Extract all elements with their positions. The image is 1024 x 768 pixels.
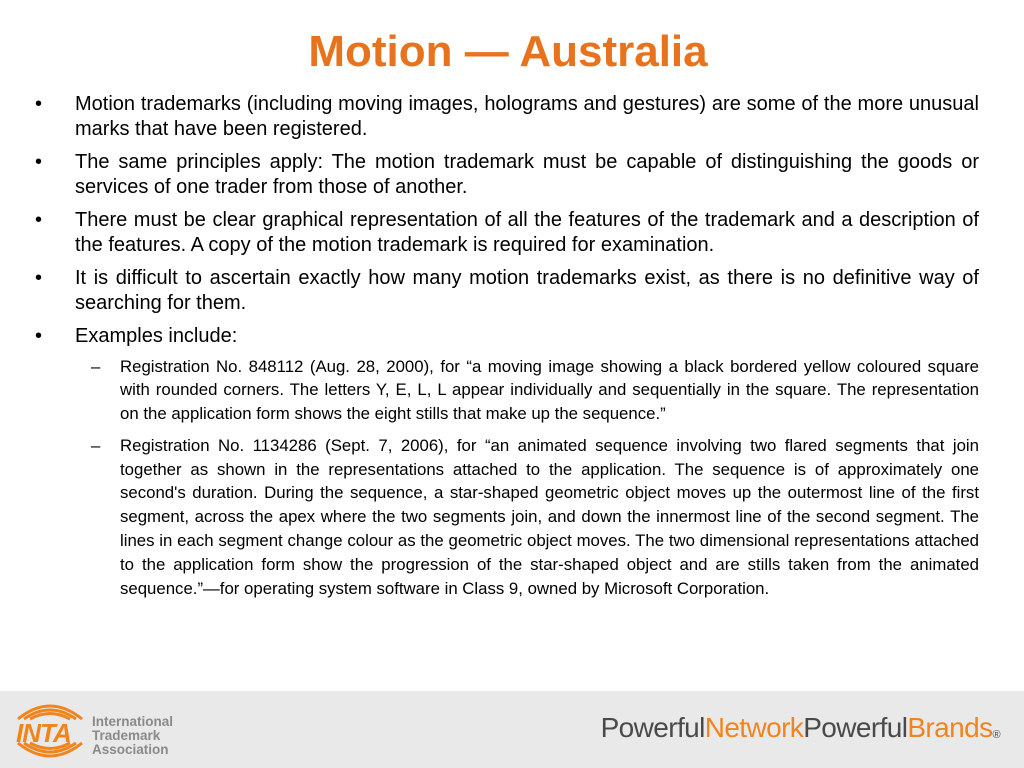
bullet-item-examples <box>35 324 979 600</box>
sub-bullet-text: Registration No. 848112 (Aug. 28, 2000), for “a moving image showing a black bordered yellow coloured square with rounded corners. The letters Y, E, L, L appear individually and sequentially in the square. The representation on the application form shows the eight stills that make up the sequence.” <box>120 356 979 424</box>
sub-bullet-item <box>75 434 979 601</box>
bullet-text: There must be clear graphical representation of all the features of the trademark and a description of the features. A copy of the motion trademark is required for examination. <box>75 209 979 256</box>
bullet-text: Examples include: <box>75 325 238 347</box>
tagline-brands: Brands <box>907 712 993 743</box>
sub-bullet-text: Registration No. 1134286 (Sept. 7, 2006), for “an animated sequence involving two flared segments that join together as shown in the representations attached to the application. The sequence is of approximately one second's duration. During the sequence, a star-shaped geometric object moves up the outermost line of the first segment, across the apex where the two segments join, and down the innermost line of the second segment. The lines in each segment change colour as the geometric object moves. The two dimensional representations attached to the application form show the progression of the star-shaped object and are stills taken from the animated sequence.”—for operating system software in Class 9, owned by Microsoft Corporation. <box>120 435 979 598</box>
bullet-text: Motion trademarks (including moving images, holograms and gestures) are some of the more unusual marks that have been registered. <box>75 93 979 140</box>
organization-name-line: Association <box>92 742 169 757</box>
bullet-marker: • <box>35 93 43 115</box>
bullet-marker: • <box>35 209 43 231</box>
sub-bullet-list <box>75 355 979 601</box>
bullet-text: The same principles apply: The motion trademark must be capable of distinguishing the goods or services of one trader from those of another. <box>75 151 979 198</box>
bullet-list <box>35 92 979 600</box>
tagline-powerful: Powerful <box>600 712 705 743</box>
slide-content <box>35 92 979 609</box>
tagline <box>601 712 1000 750</box>
bullet-marker: • <box>35 325 43 347</box>
slide-title: Motion — Australia <box>308 27 708 76</box>
sub-bullet-item <box>75 355 979 426</box>
bullet-item <box>35 266 979 315</box>
tagline-network: Network <box>704 712 804 743</box>
sub-bullet-marker: – <box>91 356 101 376</box>
sub-bullet-marker: – <box>91 435 101 455</box>
bullet-item <box>35 208 979 257</box>
registered-mark: ® <box>992 729 1000 741</box>
bullet-item <box>35 92 979 141</box>
bullet-marker: • <box>35 151 43 173</box>
tagline-powerful-2: Powerful <box>803 712 908 743</box>
bullet-marker: • <box>35 267 43 289</box>
organization-name-line: International <box>92 714 174 729</box>
organization-name <box>92 715 173 757</box>
inta-logo <box>12 699 182 761</box>
organization-name-line: Trademark <box>92 728 161 743</box>
bullet-text: It is difficult to ascertain exactly how many motion trademarks exist, as there is no definitive way of searching for them. <box>75 267 979 314</box>
bullet-item <box>35 150 979 199</box>
inta-logo-text: INTA <box>16 718 71 748</box>
footer-bar <box>0 691 1024 768</box>
